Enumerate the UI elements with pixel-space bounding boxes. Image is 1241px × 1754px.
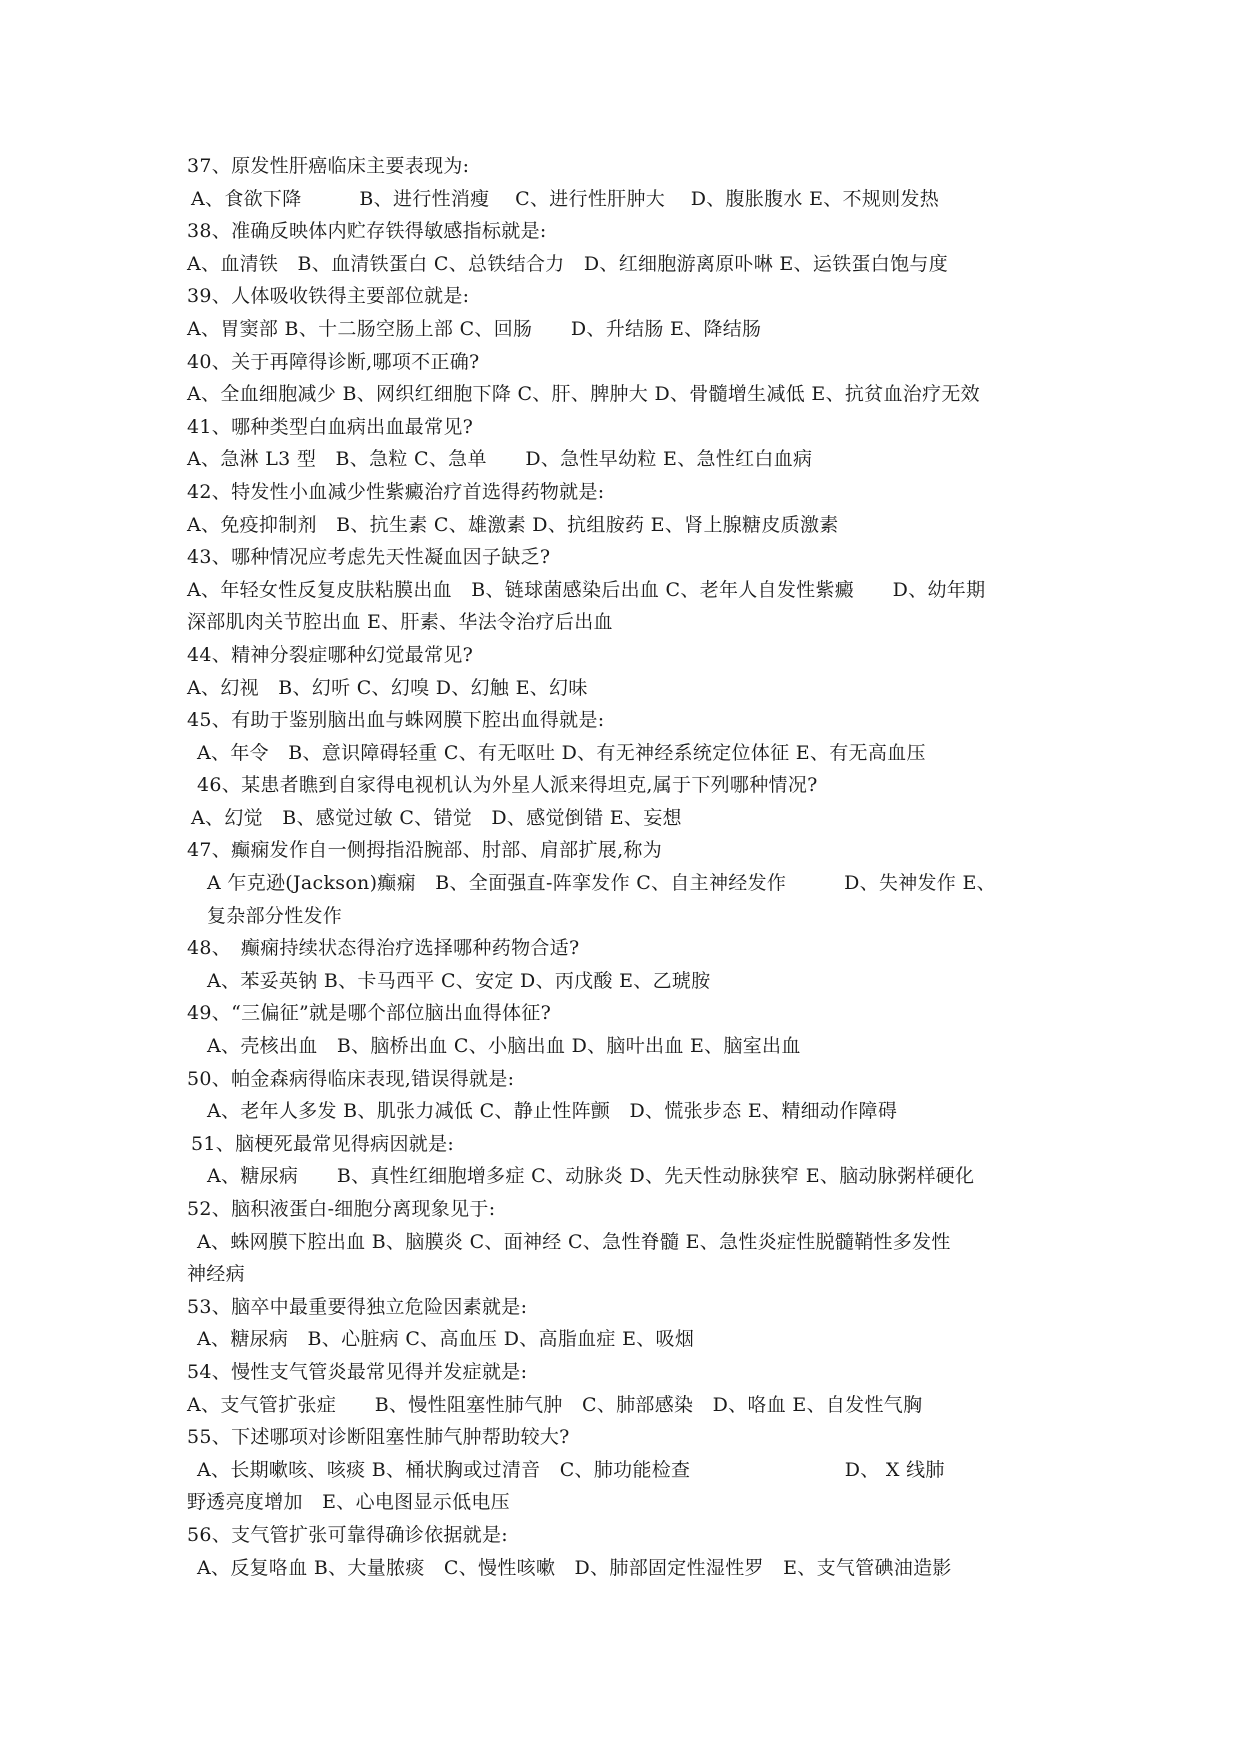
question-44: 44、精神分裂症哪种幻觉最常见? xyxy=(187,643,474,666)
options-41: A、急淋 L3 型 B、急粒 C、急单 D、急性早幼粒 E、急性红白血病 xyxy=(187,448,813,471)
question-48: 48、 癫痫持续状态得治疗选择哪种药物合适? xyxy=(187,937,580,960)
options-45: A、年令 B、意识障碍轻重 C、有无呕吐 D、有无神经系统定位体征 E、有无高血压 xyxy=(197,741,926,764)
question-50: 50、帕金森病得临床表现,错误得就是: xyxy=(187,1067,515,1090)
question-43: 43、哪种情况应考虑先天性凝血因子缺乏? xyxy=(187,546,551,569)
question-42: 42、特发性小血减少性紫癜治疗首选得药物就是: xyxy=(187,480,605,503)
options-43-continued: 深部肌肉关节腔出血 E、肝素、华法令治疗后出血 xyxy=(187,611,613,634)
question-40: 40、关于再障得诊断,哪项不正确? xyxy=(187,350,480,373)
question-38: 38、准确反映体内贮存铁得敏感指标就是: xyxy=(187,220,547,243)
options-51: A、糖尿病 B、真性红细胞增多症 C、动脉炎 D、先天性动脉狭窄 E、脑动脉粥样硬化 xyxy=(207,1165,975,1188)
question-54: 54、慢性支气管炎最常见得并发症就是: xyxy=(187,1360,528,1383)
question-53: 53、脑卒中最重要得独立危险因素就是: xyxy=(187,1295,528,1318)
options-53: A、糖尿病 B、心脏病 C、高血压 D、高脂血症 E、吸烟 xyxy=(197,1328,695,1351)
options-55-continued: 野透亮度增加 E、心电图显示低电压 xyxy=(187,1491,510,1514)
options-48: A、苯妥英钠 B、卡马西平 C、安定 D、丙戊酸 E、乙琥胺 xyxy=(207,969,711,992)
question-46: 46、某患者瞧到自家得电视机认为外星人派来得坦克,属于下列哪种情况? xyxy=(197,774,818,797)
options-39: A、胃窦部 B、十二肠空肠上部 C、回肠 D、升结肠 E、降结肠 xyxy=(187,317,762,340)
question-39: 39、人体吸收铁得主要部位就是: xyxy=(187,285,470,308)
options-47: A 乍克逊(Jackson)癫痫 B、全面强直-阵挛发作 C、自主神经发作 D、失神发作 E、 xyxy=(207,872,996,895)
options-40: A、全血细胞减少 B、网织红细胞下降 C、肝、脾肿大 D、骨髓增生减低 E、抗贫血治疗无效 xyxy=(187,383,980,406)
question-52: 52、脑积液蛋白-细胞分离现象见于: xyxy=(187,1198,496,1220)
question-45: 45、有助于鉴别脑出血与蛛网膜下腔出血得就是: xyxy=(187,709,605,732)
options-43: A、年轻女性反复皮肤粘膜出血 B、链球菌感染后出血 C、老年人自发性紫癜 D、幼年期 xyxy=(187,578,986,601)
options-52: A、蛛网膜下腔出血 B、脑膜炎 C、面神经 C、急性脊髓 E、急性炎症性脱髓鞘性多发性 xyxy=(197,1230,951,1253)
question-49: 49、“三偏征”就是哪个部位脑出血得体征? xyxy=(187,1002,552,1025)
question-list xyxy=(187,150,1067,1584)
options-37: A、食欲下降 B、进行性消瘦 C、进行性肝肿大 D、腹胀腹水 E、不规则发热 xyxy=(191,187,940,210)
options-44: A、幻视 B、幻听 C、幻嗅 D、幻触 E、幻味 xyxy=(187,676,588,699)
options-56: A、反复咯血 B、大量脓痰 C、慢性咳嗽 D、肺部固定性湿性罗 E、支气管碘油造影 xyxy=(197,1556,952,1579)
question-41: 41、哪种类型白血病出血最常见? xyxy=(187,415,474,438)
options-49: A、壳核出血 B、脑桥出血 C、小脑出血 D、脑叶出血 E、脑室出血 xyxy=(207,1035,801,1058)
options-46: A、幻觉 B、感觉过敏 C、错觉 D、感觉倒错 E、妄想 xyxy=(191,806,682,829)
options-38: A、血清铁 B、血清铁蛋白 C、总铁结合力 D、红细胞游离原卟啉 E、运铁蛋白饱与度 xyxy=(187,252,949,275)
question-47: 47、癫痫发作自一侧拇指沿腕部、肘部、肩部扩展,称为 xyxy=(187,839,663,862)
options-50: A、老年人多发 B、肌张力减低 C、静止性阵颤 D、慌张步态 E、精细动作障碍 xyxy=(207,1100,898,1123)
question-51: 51、脑梗死最常见得病因就是: xyxy=(191,1132,455,1155)
options-42: A、免疫抑制剂 B、抗生素 C、雄激素 D、抗组胺药 E、肾上腺糖皮质激素 xyxy=(187,513,839,536)
options-54: A、支气管扩张症 B、慢性阻塞性肺气肿 C、肺部感染 D、咯血 E、自发性气胸 xyxy=(187,1393,923,1416)
options-52-continued: 神经病 xyxy=(187,1263,245,1286)
options-55: A、长期嗽咳、咳痰 B、桶状胸或过清音 C、肺功能检查 D、 X 线肺 xyxy=(197,1458,945,1481)
question-56: 56、支气管扩张可靠得确诊依据就是: xyxy=(187,1523,508,1546)
question-55: 55、下述哪项对诊断阻塞性肺气肿帮助较大? xyxy=(187,1426,570,1449)
question-37: 37、原发性肝癌临床主要表现为: xyxy=(187,155,470,177)
options-47-continued: 复杂部分性发作 xyxy=(207,904,343,927)
